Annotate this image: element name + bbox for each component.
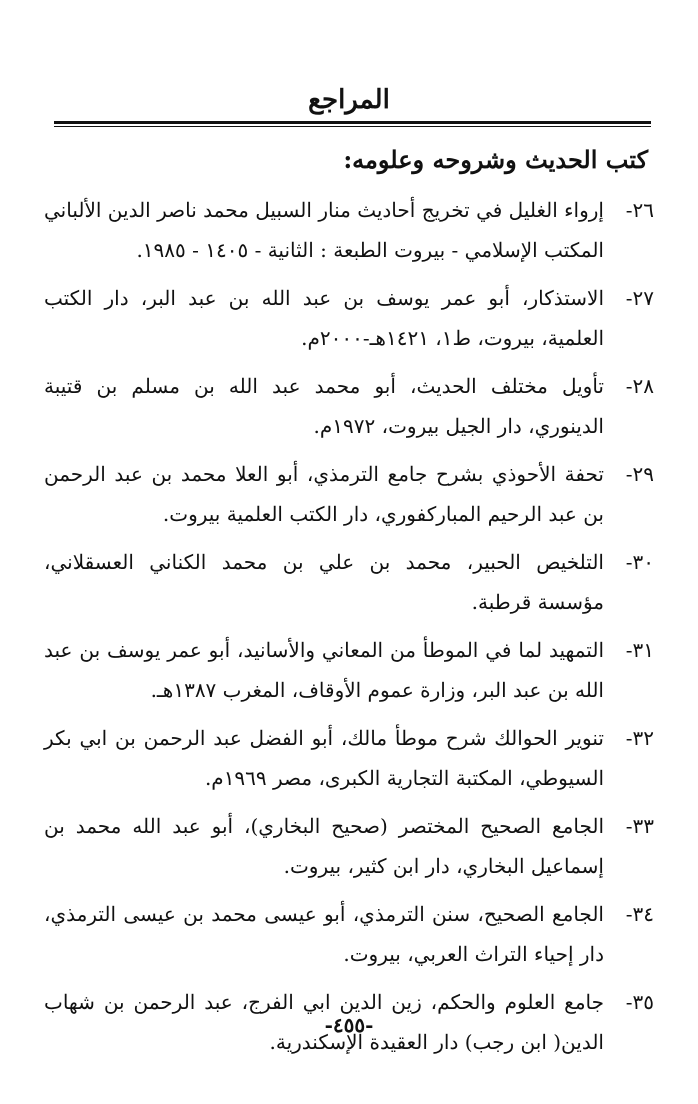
reference-text: الجامع الصحيح، سنن الترمذي، أبو عيسى محمد بن عيسى الترمذي، دار إحياء التراث العربي، بيروت. bbox=[44, 902, 604, 966]
reference-text: التمهيد لما في الموطأ من المعاني والأسانيد، أبو عمر يوسف بن عبد الله بن عبد البر، وزارة عموم الأوقاف، المغرب ١٣٨٧هـ. bbox=[44, 638, 604, 702]
reference-number: ٢٦- bbox=[625, 198, 654, 222]
reference-item bbox=[44, 366, 654, 446]
page-header-title: المراجع bbox=[308, 85, 390, 115]
header-divider-thin bbox=[54, 126, 651, 127]
reference-item bbox=[44, 542, 654, 622]
section-heading: كتب الحديث وشروحه وعلومه: bbox=[343, 145, 648, 174]
reference-list bbox=[44, 190, 654, 1070]
reference-text: الجامع الصحيح المختصر (صحيح البخاري)، أبو عبد الله محمد بن إسماعيل البخاري، دار ابن كثير، بيروت. bbox=[44, 814, 605, 878]
reference-number: ٢٩- bbox=[625, 462, 654, 486]
reference-item bbox=[44, 278, 654, 358]
reference-item bbox=[44, 806, 654, 886]
reference-number: ٣١- bbox=[625, 638, 654, 662]
reference-item bbox=[44, 630, 654, 710]
reference-text: تحفة الأحوذي بشرح جامع الترمذي، أبو العلا محمد بن عبد الرحمن بن عبد الرحيم المباركفوري، دار الكتب العلمية بيروت. bbox=[44, 462, 604, 526]
reference-item bbox=[44, 718, 654, 798]
header-divider-thick bbox=[54, 121, 651, 124]
reference-number: ٣٠- bbox=[625, 550, 654, 574]
reference-text: التلخيص الحبير، محمد بن علي بن محمد الكناني العسقلاني، مؤسسة قرطبة. bbox=[44, 550, 604, 614]
reference-text: تنوير الحوالك شرح موطأ مالك، أبو الفضل عبد الرحمن بن ابي بكر السيوطي، المكتبة التجارية الكبرى، مصر ١٩٦٩م. bbox=[44, 726, 604, 790]
page-number: -٤٥٥- bbox=[324, 1013, 374, 1037]
reference-number: ٢٧- bbox=[625, 286, 654, 310]
reference-text: الاستذكار، أبو عمر يوسف بن عبد الله بن عبد البر، دار الكتب العلمية، بيروت، ط١، ١٤٢١هـ-٢٠٠٠م. bbox=[44, 286, 604, 350]
reference-item bbox=[44, 454, 654, 534]
reference-text: تأويل مختلف الحديث، أبو محمد عبد الله بن مسلم بن قتيبة الدينوري، دار الجيل بيروت، ١٩٧٢م. bbox=[44, 374, 604, 438]
reference-number: ٣٤- bbox=[625, 902, 654, 926]
reference-number: ٢٨- bbox=[625, 374, 654, 398]
reference-number: ٣٢- bbox=[625, 726, 654, 750]
reference-number: ٣٣- bbox=[625, 814, 654, 838]
reference-number: ٣٥- bbox=[625, 990, 654, 1014]
reference-text: جامع العلوم والحكم، زين الدين ابي الفرج، عبد الرحمن بن شهاب الدين( ابن رجب) دار العقيدة الإسكندرية. bbox=[44, 990, 604, 1054]
reference-text: إرواء الغليل في تخريج أحاديث منار السبيل محمد ناصر الدين الألباني المكتب الإسلامي - بيروت الطبعة : الثانية - ١٤٠٥ - ١٩٨٥. bbox=[44, 198, 604, 262]
reference-item bbox=[44, 190, 654, 270]
reference-item bbox=[44, 894, 654, 974]
